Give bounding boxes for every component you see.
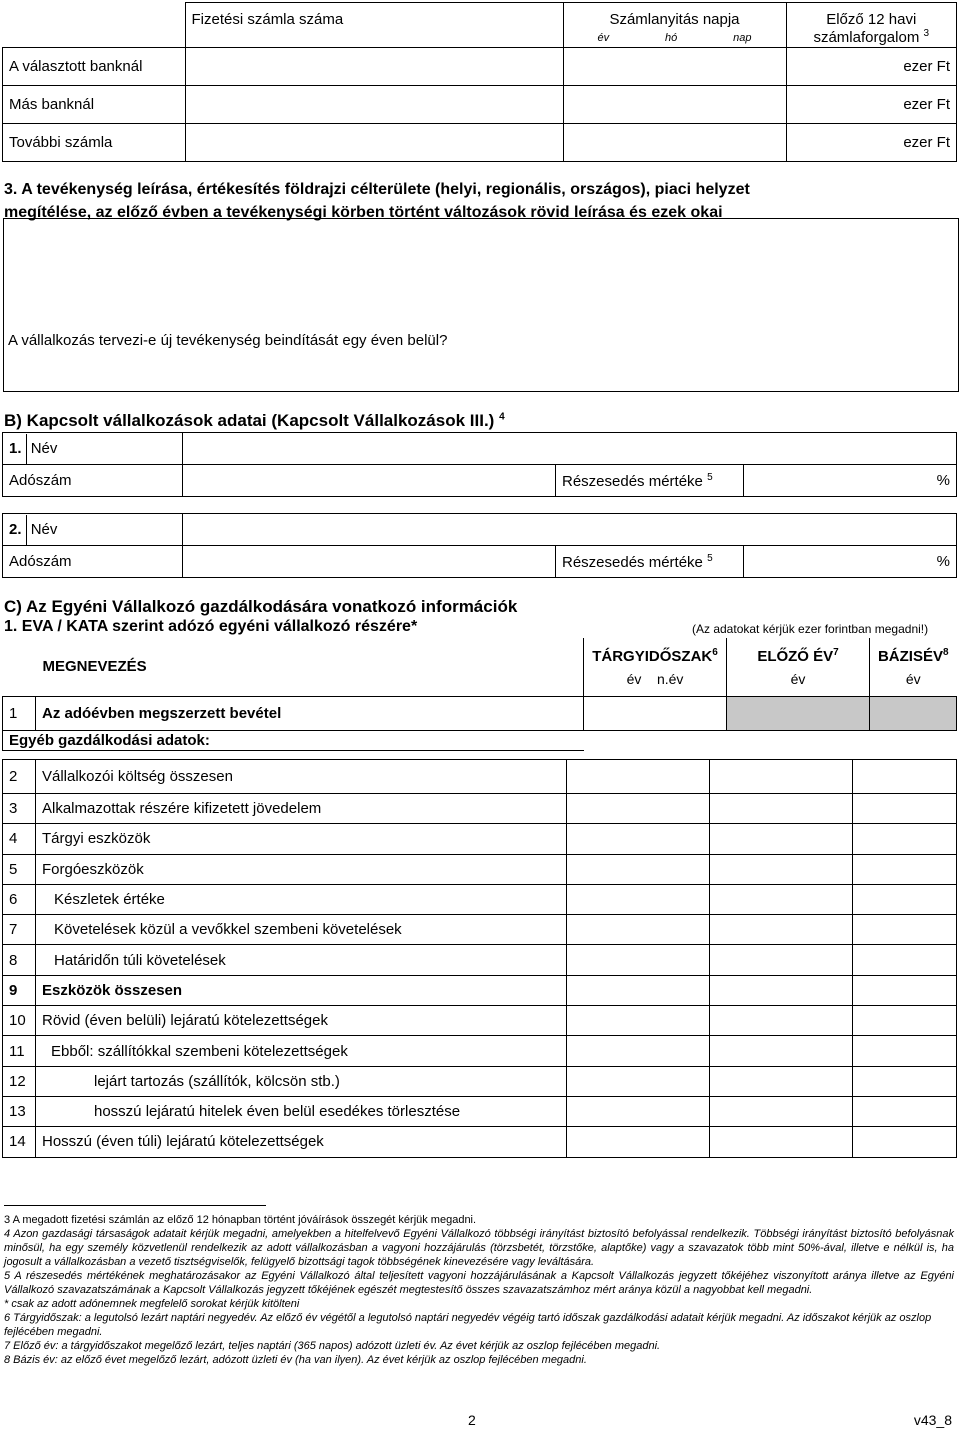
row-label: Ebből: szállítókkal szembeni kötelezettségek <box>36 1036 567 1066</box>
prev-field[interactable] <box>710 1127 853 1157</box>
section3-title: 3. A tevékenység leírása, értékesítés földrajzi célterülete (helyi, regionális, országos), piaci helyzet megítélése, az előző évben a tevékenységi körben történt változások rövid leírása és ezek okai <box>4 181 750 221</box>
base-field[interactable] <box>853 1066 957 1096</box>
table-row: 11 Ebből: szállítókkal szembeni kötelezettségek <box>3 1036 957 1066</box>
footnote-3: 3 A megadott fizetési számlán az előző 12 hónapban történt jóváírások összegét kérjük megadni. <box>4 1214 477 1226</box>
account-row-label: Más banknál <box>3 86 186 124</box>
account-number-field[interactable] <box>185 48 563 86</box>
revenue-label: Az adóévben megszerzett bevétel <box>36 696 584 730</box>
row-label: Hosszú (éven túli) lejáratú kötelezettségek <box>36 1127 567 1157</box>
table-row: 10 Rövid (éven belüli) lejáratú kötelezettségek <box>3 1006 957 1036</box>
target-field[interactable] <box>567 794 710 824</box>
target-field[interactable] <box>567 1036 710 1066</box>
row-label: hosszú lejáratú hitelek éven belül esedékes törlesztése <box>36 1096 567 1126</box>
opening-date-field[interactable] <box>563 124 786 162</box>
turnover-header: Előző 12 havi számlaforgalom $^3$ <box>786 3 957 48</box>
base-field[interactable] <box>853 1006 957 1036</box>
base-field[interactable] <box>853 794 957 824</box>
related-company-1: 1. Név Adószám Részesedés mértéke $^5$ % <box>2 432 957 497</box>
footnote-separator <box>4 1205 266 1206</box>
base-field[interactable] <box>853 824 957 854</box>
row-label: Alkalmazottak részére kifizetett jövedelem <box>36 794 567 824</box>
table-row: 5 Forgóeszközök <box>3 854 957 884</box>
base-field[interactable] <box>853 945 957 975</box>
opening-date-field[interactable] <box>563 86 786 124</box>
page-number: 2 <box>468 1412 476 1428</box>
header-prev: ELŐZŐ $ÉV^7$ év <box>727 638 870 696</box>
prev-field[interactable] <box>710 1096 853 1126</box>
other-data-label: Egyéb gazdálkodási adatok: <box>3 730 584 750</box>
account-number-header: Fizetési számla száma <box>185 3 563 48</box>
table-row: 8 Határidőn túli követelések <box>3 945 957 975</box>
accounts-table <box>2 2 957 162</box>
prev-field[interactable] <box>710 915 853 945</box>
header-name: MEGNEVEZÉS <box>3 638 584 696</box>
table-row: 14 Hosszú (éven túli) lejáratú kötelezettségek <box>3 1127 957 1157</box>
opening-date-header: Számlanyitás napja év hó nap <box>563 3 786 48</box>
table-row: 3 Alkalmazottak részére kifizetett jövedelem <box>3 794 957 824</box>
row-label: Eszközök összesen <box>36 975 567 1005</box>
revenue-target-field[interactable] <box>584 696 727 730</box>
tax-number-field[interactable] <box>183 465 556 497</box>
related-company-2: 2. Név Adószám Részesedés mértéke $^5$ % <box>2 513 957 578</box>
footnote-5: 5 A részesedés mértékének meghatározásakor az Egyéni Vállalkozó által teljesített vagyoni hozzájárulásának a Kapcsolt Vállalkozás jegyzett tőkéjéhez viszonyított aránya illetve az Egyéni Vállalkozó szavazatszámának a Kapcsolt Vállalkozás jegyzett tőkéjének egészét megtestesítő összes szavazatszámhoz mért aránya közül a nagyobbat kell megadni. <box>4 1270 954 1296</box>
share-label: Részesedés mértéke $^5$ <box>556 546 744 578</box>
row-label: Tárgyi eszközök <box>36 824 567 854</box>
tax-number-field[interactable] <box>183 546 556 578</box>
prev-field[interactable] <box>710 794 853 824</box>
activity-description-box[interactable] <box>3 218 959 392</box>
base-field[interactable] <box>853 1036 957 1066</box>
prev-field[interactable] <box>710 1036 853 1066</box>
turnover-field[interactable]: ezer Ft <box>786 48 957 86</box>
base-field[interactable] <box>853 1096 957 1126</box>
sectionC-title: C) Az Egyéni Vállalkozó gazdálkodására vonatkozó információk <box>4 597 518 616</box>
name-field[interactable] <box>183 433 957 465</box>
table-row: 2 Vállalkozói költség összesen <box>3 760 957 794</box>
table-row: 9 Eszközök összesen <box>3 975 957 1005</box>
row-label: Rövid (éven belüli) lejáratú kötelezettségek <box>36 1006 567 1036</box>
revenue-base-field <box>870 696 957 730</box>
header-target: TÁRGYIDŐSZAK$^6$ év n.év <box>584 638 727 696</box>
row-label: Vállalkozói költség összesen <box>36 760 567 794</box>
footnote-star: * csak az adott adónemnek megfelelő sorokat kérjük kitölteni <box>4 1298 300 1310</box>
row-label: Készletek értéke <box>36 884 567 914</box>
share-field[interactable]: % <box>744 546 957 578</box>
financial-table: MEGNEVEZÉS TÁRGYIDŐSZAK$^6$ év n.év ELŐZŐ $ÉV^7$ év BÁZISÉV$^8$ év 1 Az adóévben megszerzett bevétel Egyéb gazdálkodási adatok: <box>2 638 957 756</box>
target-field[interactable] <box>567 760 710 794</box>
account-number-field[interactable] <box>185 86 563 124</box>
prev-field[interactable] <box>710 884 853 914</box>
turnover-field[interactable]: ezer Ft <box>786 86 957 124</box>
base-field[interactable] <box>853 915 957 945</box>
row-label: Határidőn túli követelések <box>36 945 567 975</box>
target-field[interactable] <box>567 1096 710 1126</box>
prev-field[interactable] <box>710 975 853 1005</box>
row-label: lejárt tartozás (szállítók, kölcsön stb.) <box>36 1066 567 1096</box>
other-data-table <box>2 759 957 1158</box>
target-field[interactable] <box>567 884 710 914</box>
table-row: 13 hosszú lejáratú hitelek éven belül esedékes törlesztése <box>3 1096 957 1126</box>
row-label: Forgóeszközök <box>36 854 567 884</box>
account-number-field[interactable] <box>185 124 563 162</box>
target-field[interactable] <box>567 1127 710 1157</box>
footnote-4: 4 Azon gazdasági társaságok adatait kérjük megadni, amelyekben a hitelfelvevő Egyéni Vállalkozó többségi irányítást biztosító befolyással rendelkezik. Többségi irányítást biztosító befolyásnak minősül, ha egy személy közvetlenül rendelkezik az adott vállalkozásban a vagyoni hozzájárulás (törzsbetét, törzstőke, alaptőke) vagy a szavazatok több mint 50%-ával, illetve e nélkül is, ha jogosult a vállalkozásban a vezető tisztségviselők, felügyelő bizottsági tagok többségének kinevezésére vagy leváltására. <box>4 1228 954 1268</box>
target-field[interactable] <box>567 1006 710 1036</box>
opening-date-field[interactable] <box>563 48 786 86</box>
base-field[interactable] <box>853 854 957 884</box>
revenue-prev-field <box>727 696 870 730</box>
footnotes <box>4 1213 954 1367</box>
target-field[interactable] <box>567 824 710 854</box>
table-row: 12 lejárt tartozás (szállítók, kölcsön stb.) <box>3 1066 957 1096</box>
target-field[interactable] <box>567 975 710 1005</box>
prev-field[interactable] <box>710 824 853 854</box>
base-field[interactable] <box>853 975 957 1005</box>
table-row: 6 Készletek értéke <box>3 884 957 914</box>
sectionC-subtitle: 1. EVA / KATA szerint adózó egyéni vállalkozó részére* <box>4 618 418 635</box>
account-row-label: A választott banknál <box>3 48 186 86</box>
share-field[interactable]: % <box>744 465 957 497</box>
table-row: 7 Követelések közül a vevőkkel szembeni követelések <box>3 915 957 945</box>
prev-field[interactable] <box>710 1006 853 1036</box>
name-field[interactable] <box>183 514 957 546</box>
target-field[interactable] <box>567 854 710 884</box>
share-label: Részesedés mértéke $^5$ <box>556 465 744 497</box>
base-field[interactable] <box>853 884 957 914</box>
prev-field[interactable] <box>710 760 853 794</box>
footnote-8: 8 Bázis év: az előző évet megelőző lezárt, adózott üzleti év (ha van ilyen). Az évet kérjük az oszlop fejlécében megadni. <box>4 1354 587 1366</box>
footnote-7: 7 Előző év: a tárgyidőszakot megelőző lezárt, teljes naptári (365 napos) adózott üzleti év. Az évet kérjük az oszlop fejlécében megadni. <box>4 1340 661 1352</box>
tax-number-label: Adószám <box>3 465 183 497</box>
header-base: BÁZISÉV$^8$ év <box>870 638 957 696</box>
turnover-field[interactable]: ezer Ft <box>786 124 957 162</box>
target-field[interactable] <box>567 915 710 945</box>
target-field[interactable] <box>567 1066 710 1096</box>
prev-field[interactable] <box>710 945 853 975</box>
base-field[interactable] <box>853 1127 957 1157</box>
base-field[interactable] <box>853 760 957 794</box>
prev-field[interactable] <box>710 1066 853 1096</box>
target-field[interactable] <box>567 945 710 975</box>
account-row-label: További számla <box>3 124 186 162</box>
units-note: (Az adatokat kérjük ezer forintban megadni!) <box>692 622 929 636</box>
prev-field[interactable] <box>710 854 853 884</box>
new-activity-question: A vállalkozás tervezi-e új tevékenység beindítását egy éven belül? <box>8 332 448 349</box>
footnote-6: 6 Tárgyidőszak: a legutolsó lezárt naptári negyedév. Az előző év végétől a legutolsó naptári negyedév végéig tartó időszak gazdálkodási adatait kérjük megadni. Az időszakot kérjük az oszlop fejlécében megadni. <box>4 1312 932 1338</box>
version-label: v43_8 <box>913 1412 952 1428</box>
tax-number-label: Adószám <box>3 546 183 578</box>
table-row: 4 Tárgyi eszközök <box>3 824 957 854</box>
sectionB-title: B) Kapcsolt vállalkozások adatai (Kapcsolt Vállalkozások III.) $^4$ <box>4 411 505 430</box>
row-label: Követelések közül a vevőkkel szembeni követelések <box>36 915 567 945</box>
